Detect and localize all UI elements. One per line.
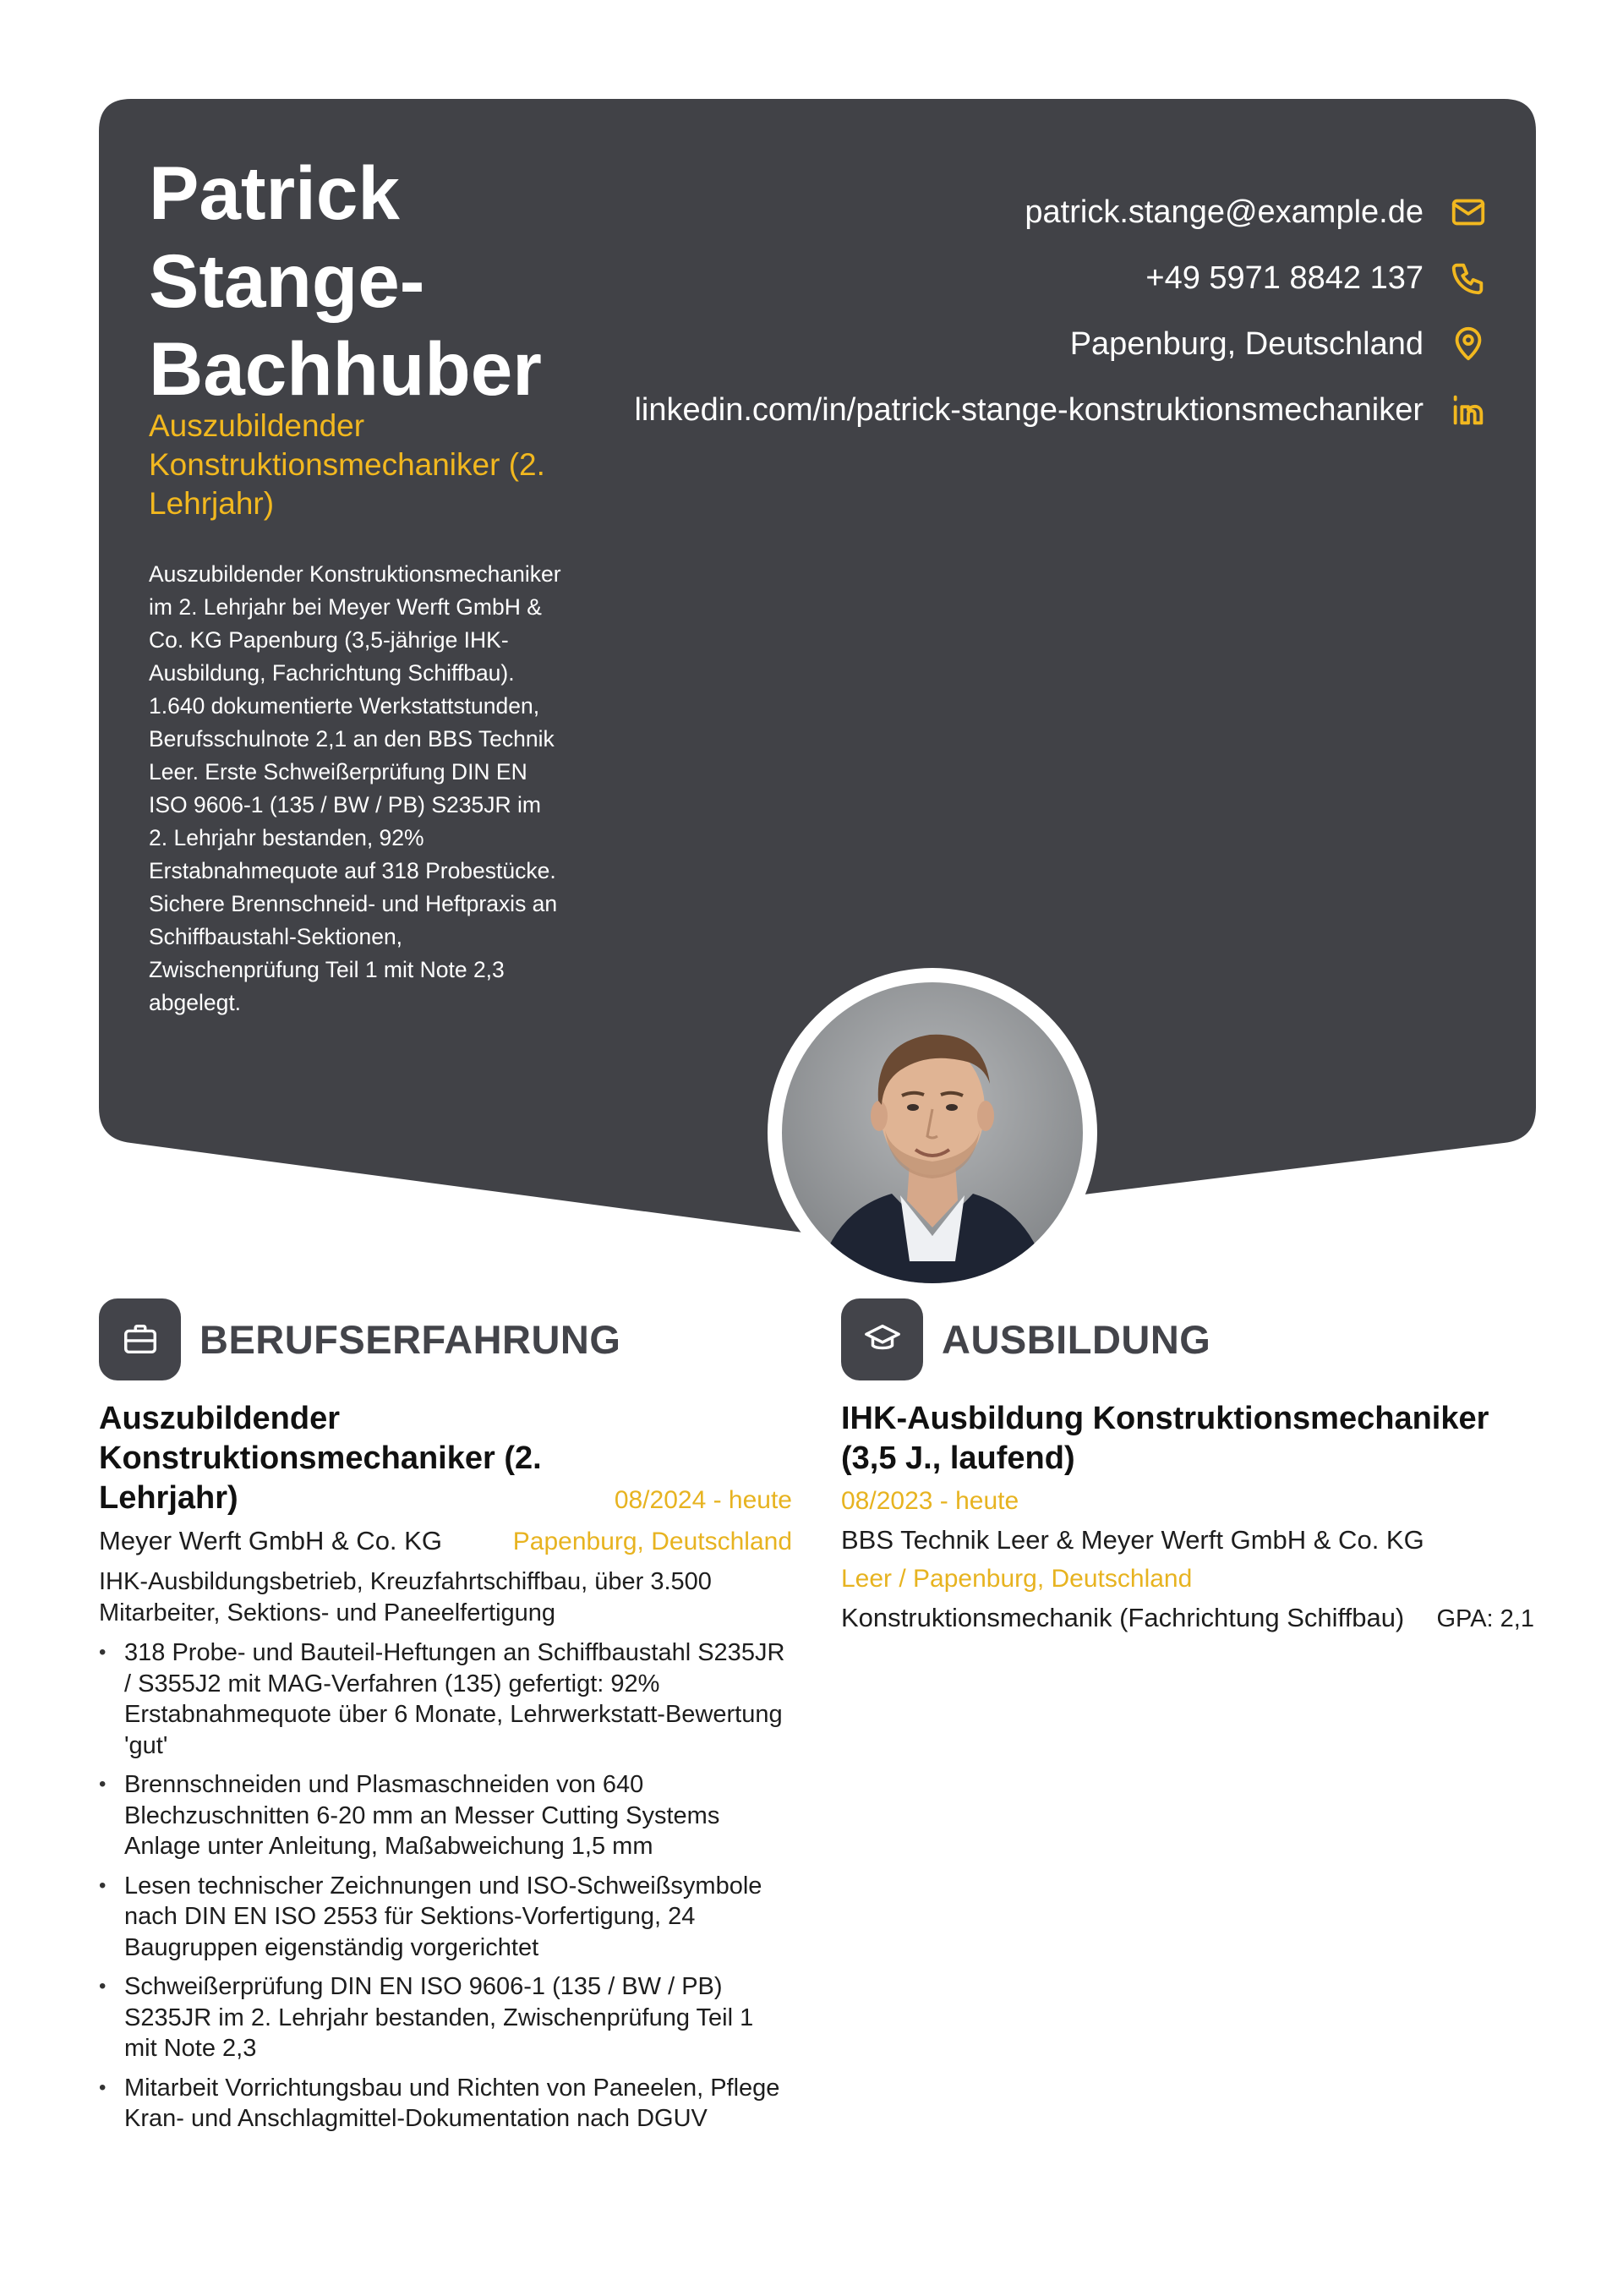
achievement-list bbox=[99, 1637, 792, 2135]
list-item: • Schweißerprüfung DIN EN ISO 9606-1 (135 / BW / PB) S235JR im 2. Lehrjahr bestanden, Zwischenprüfung Teil 1 mit Note 2,3 bbox=[99, 1971, 792, 2064]
contact-list bbox=[473, 179, 1488, 443]
map-pin-icon bbox=[1449, 325, 1488, 364]
phone-text[interactable]: +49 5971 8842 137 bbox=[1145, 260, 1424, 296]
list-item: • Lesen technischer Zeichnungen und ISO-Schweißsymbole nach DIN EN ISO 2553 für Sektions-Vorfertigung, 24 Baugruppen eigenständig vorgerichtet bbox=[99, 1871, 792, 1964]
education-section bbox=[841, 1298, 1534, 1637]
education-header bbox=[841, 1298, 1534, 1380]
profile-summary: Auszubildender Konstruktionsmechaniker im 2. Lehrjahr bei Meyer Werft GmbH & Co. KG Papenburg (3,5-jährige IHK-Ausbildung, Fachrichtung Schiffbau). 1.640 dokumentierte Werkstattstunden, Berufsschulnote 2,1 an den BBS Technik Leer. Erste Schweißerprüfung DIN EN ISO 9606-1 (135 / BW / PB) S235JR im 2. Lehrjahr bestanden, 92% Erstabnahmequote auf 318 Probestücke. Sichere Brennschneid- und Heftpraxis an Schiffbaustahl-Sektionen, Zwischenprüfung Teil 1 mit Note 2,3 abgelegt. bbox=[149, 561, 561, 1015]
email-text[interactable]: patrick.stange@example.de bbox=[1025, 194, 1424, 230]
linkedin-text[interactable]: linkedin.com/in/patrick-stange-konstruktionsmechaniker bbox=[634, 391, 1424, 428]
section-title-experience: BERUFSERFAHRUNG bbox=[199, 1316, 621, 1362]
institution-name: BBS Technik Leer & Meyer Werft GmbH & Co. KG bbox=[841, 1525, 1424, 1555]
position-date: 08/2024 - heute bbox=[614, 1486, 792, 1514]
job-title: Auszubildender Konstruktionsmechaniker (2. Lehrjahr) bbox=[149, 408, 545, 521]
contact-phone[interactable] bbox=[473, 245, 1488, 311]
avatar bbox=[782, 982, 1083, 1283]
section-title-education: AUSBILDUNG bbox=[942, 1316, 1211, 1362]
briefcase-icon bbox=[99, 1298, 181, 1380]
company-name: Meyer Werft GmbH & Co. KG bbox=[99, 1526, 442, 1555]
list-item: • 318 Probe- und Bauteil-Heftungen an Schiffbaustahl S235JR / S355J2 mit MAG-Verfahren (135) gefertigt: 92% Erstabnahmequote über 6 Monate, Lehrwerkstatt-Bewertung 'gut' bbox=[99, 1637, 792, 1761]
mail-icon bbox=[1449, 193, 1488, 232]
linkedin-icon bbox=[1449, 391, 1488, 429]
institution-location: Leer / Papenburg, Deutschland bbox=[841, 1565, 1193, 1593]
contact-email[interactable] bbox=[473, 179, 1488, 245]
list-item: • Brennschneiden und Plasmaschneiden von 640 Blechzuschnitten 6-20 mm an Messer Cutting Systems Anlage unter Anleitung, Maßabweichung 1,5 mm bbox=[99, 1769, 792, 1862]
contact-linkedin[interactable] bbox=[473, 377, 1488, 443]
experience-header bbox=[99, 1298, 792, 1380]
position-title: Auszubildender Konstruktionsmechaniker (2. Lehrjahr) bbox=[99, 1401, 542, 1516]
company-description: IHK-Ausbildungsbetrieb, Kreuzfahrtschiffbau, über 3.500 Mitarbeiter, Sektions- und Paneelfertigung bbox=[99, 1568, 712, 1626]
degree-date: 08/2023 - heute bbox=[841, 1487, 1019, 1515]
company-location: Papenburg, Deutschland bbox=[512, 1528, 792, 1555]
location-text: Papenburg, Deutschland bbox=[1069, 325, 1424, 362]
contact-location bbox=[473, 311, 1488, 377]
experience-section bbox=[99, 1298, 792, 2143]
list-item: • Mitarbeit Vorrichtungsbau und Richten von Paneelen, Pflege Kran- und Anschlagmittel-Dokumentation nach DGUV bbox=[99, 2073, 792, 2135]
profile-photo bbox=[768, 968, 1097, 1298]
experience-entry bbox=[99, 1399, 792, 2135]
person-name: Patrick Stange-Bachhuber bbox=[149, 150, 542, 411]
graduation-cap-icon bbox=[841, 1298, 923, 1380]
phone-icon bbox=[1449, 259, 1488, 298]
gpa-value: GPA: 2,1 bbox=[1436, 1605, 1534, 1632]
degree-title: IHK-Ausbildung Konstruktionsmechaniker (3,5 J., laufend) bbox=[841, 1401, 1489, 1476]
field-of-study: Konstruktionsmechanik (Fachrichtung Schiffbau) bbox=[841, 1603, 1405, 1632]
education-entry bbox=[841, 1399, 1534, 1637]
